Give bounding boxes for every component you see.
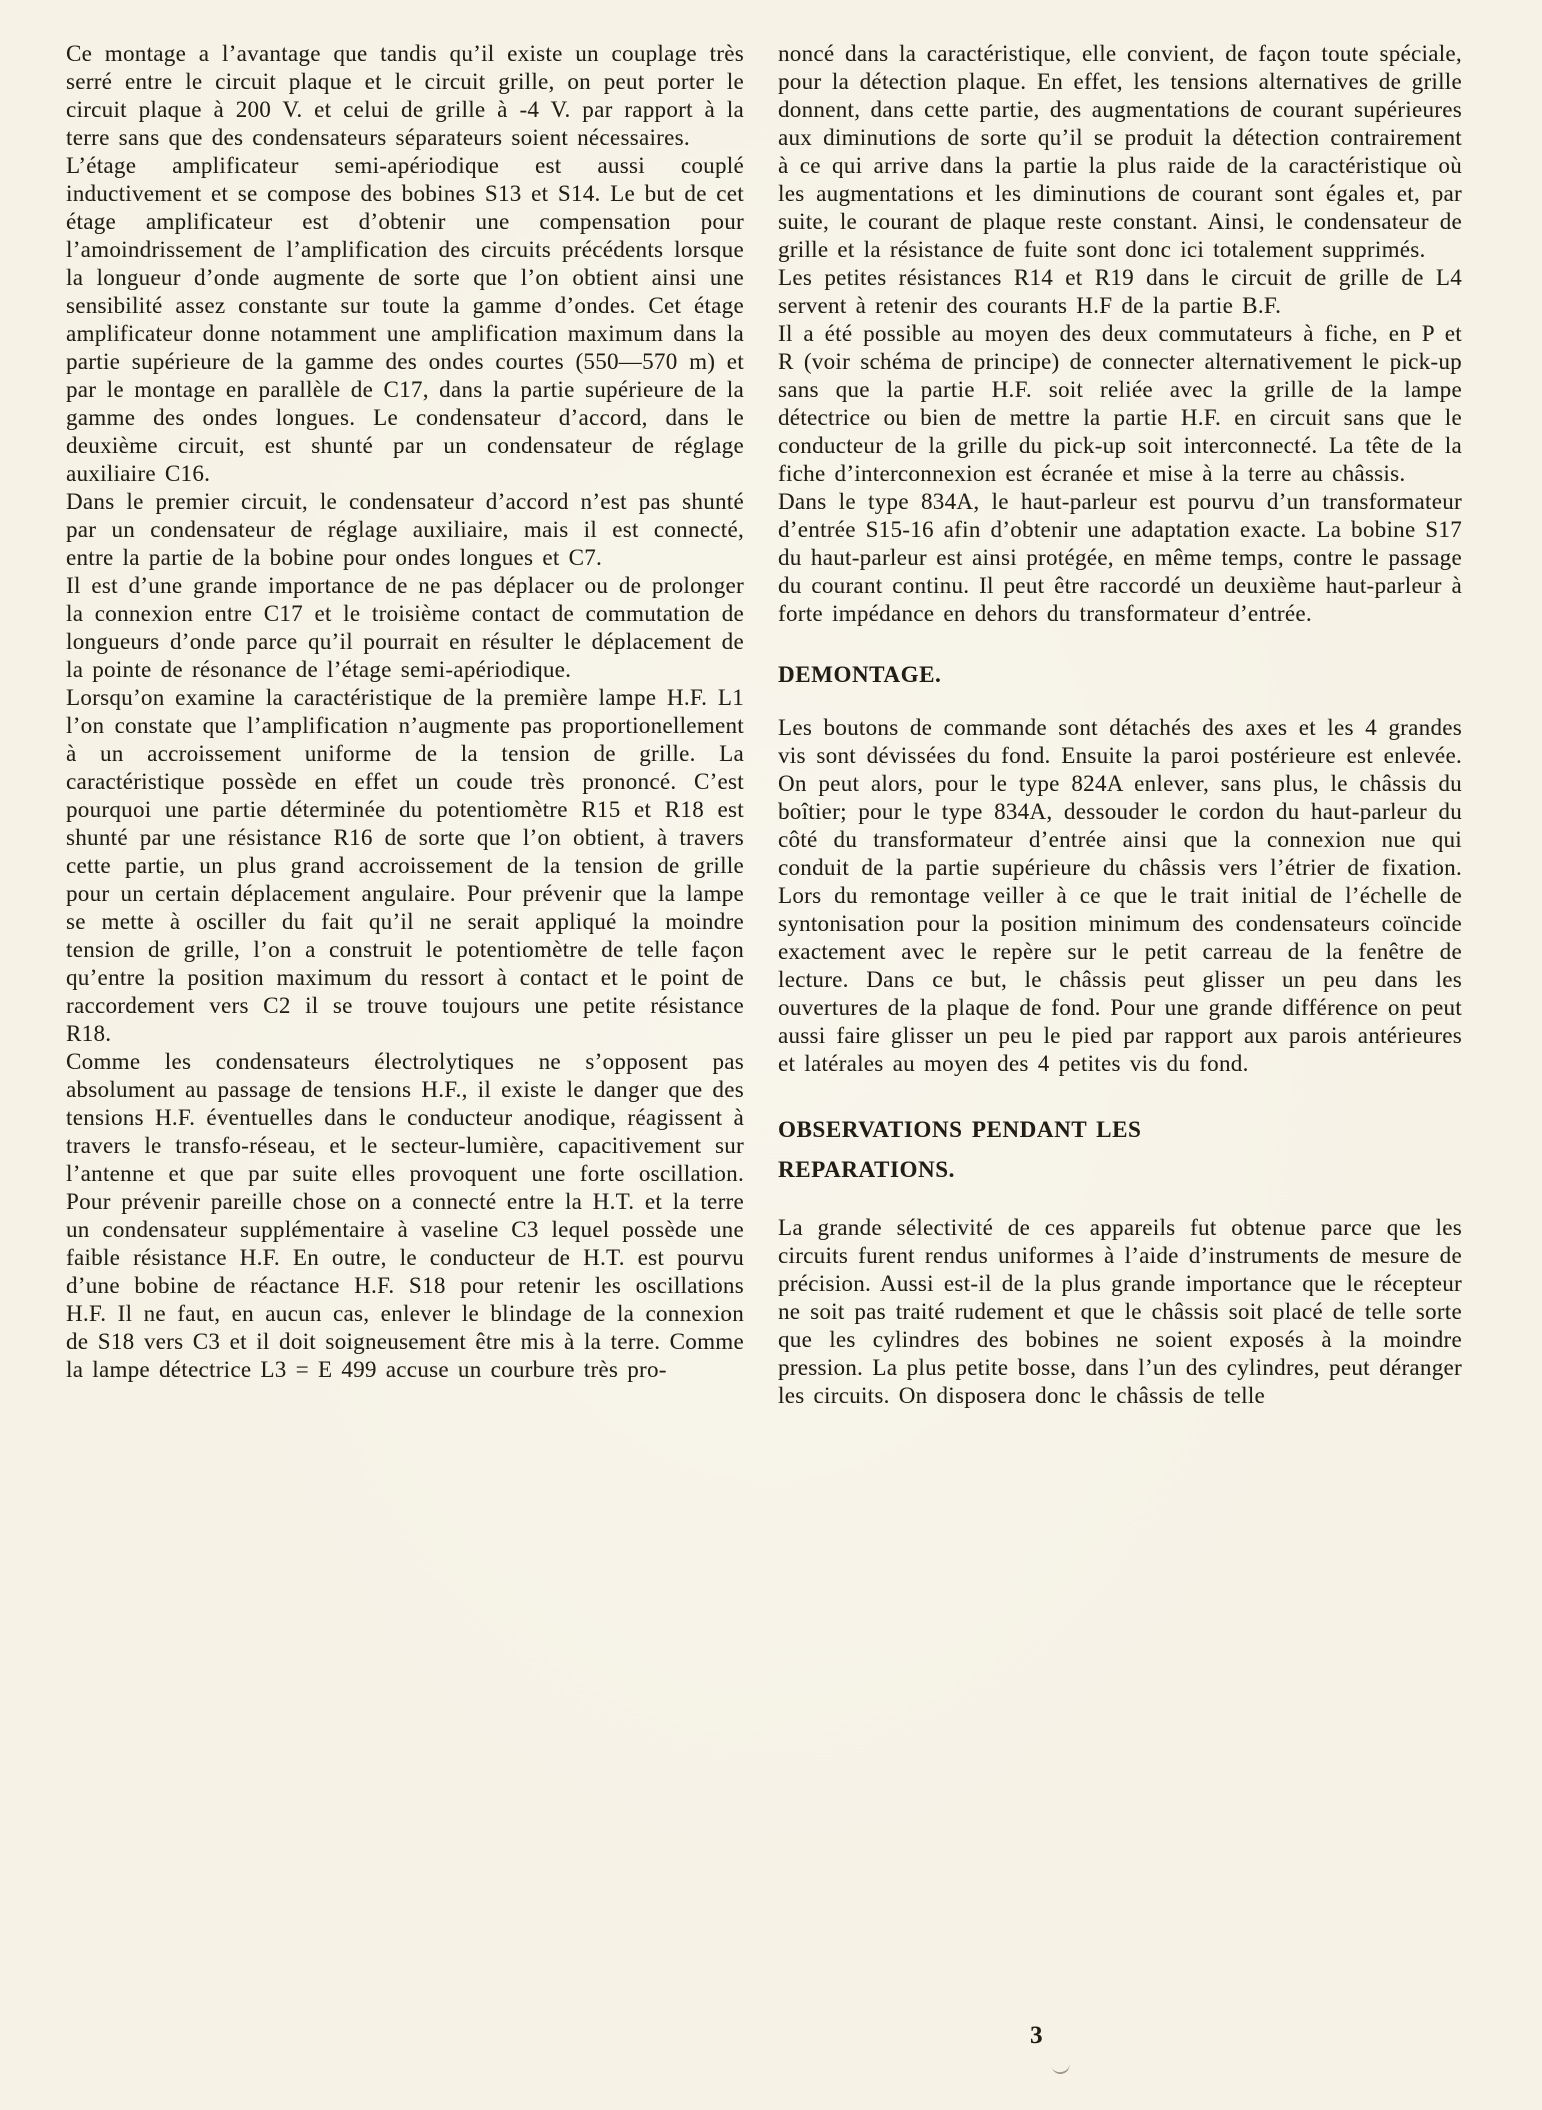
section-heading-observations: OBSERVATIONS PENDANT LES REPARATIONS. xyxy=(778,1117,1142,1182)
scan-artifact-mark xyxy=(1051,2061,1071,2076)
paragraph: Il est d’une grande importance de ne pas déplacer ou de prolonger la connexion entre C17 et le troisième contact de commutation de longueurs d’onde parce qu’il pourrait en résulter le déplacement de la pointe de résonance de l’étage semi-apériodique. xyxy=(66,573,744,682)
paragraph: L’étage amplificateur semi-apériodique est aussi couplé inductivement et se compose des bobines S13 et S14. Le but de cet étage amplificateur est d’obtenir une compensation pour l’amoindrissement de l’amplification des circuits précédents lorsque la longueur d’onde augmente de sorte que l’on obtient ainsi une sensibilité assez constante sur toute la gamme d’ondes. Cet étage amplificateur donne notamment une amplification maximum dans la partie supérieure de la gamme des ondes courtes (550—570 m) et par le montage en parallèle de C17, dans la partie supérieure de la gamme des ondes longues. Le condensateur d’accord, dans le deuxième circuit, est shunté par un condensateur de réglage auxiliaire C16. xyxy=(66,153,744,486)
paragraph: Les petites résistances R14 et R19 dans le circuit de grille de L4 servent à retenir des courants H.F de la partie B.F. xyxy=(778,265,1462,318)
page-number: 3 xyxy=(1030,2022,1043,2049)
paragraph: Ce montage a l’avantage que tandis qu’il existe un couplage très serré entre le circuit plaque et le circuit grille, on peut porter le circuit plaque à 200 V. et celui de grille à -4 V. par rapport à la terre sans que des condensateurs séparateurs soient nécessaires. xyxy=(66,41,744,150)
right-column xyxy=(778,40,1462,1410)
paragraph: noncé dans la caractéristique, elle convient, de façon toute spéciale, pour la détection plaque. En effet, les tensions alternatives de grille donnent, dans cette partie, des augmentations de courant supérieures aux diminutions de sorte qu’il se produit la détection contrairement à ce qui arrive dans la partie la plus raide de la caractéristique où les augmentations et les diminutions de courant sont égales et, par suite, le courant de plaque reste constant. Ainsi, le condensateur de grille et la résistance de fuite sont donc ici totalement supprimés. xyxy=(778,41,1462,262)
paragraph: Lorsqu’on examine la caractéristique de la première lampe H.F. L1 l’on constate que l’amplification n’augmente pas proportionellement à un accroissement uniforme de la tension de grille. La caractéristique possède en effet un coude très prononcé. C’est pourquoi une partie déterminée du potentiomètre R15 et R18 est shunté par une résistance R16 de sorte que l’on obtient, à travers cette partie, un plus grand accroissement de la tension de grille pour un certain déplacement angulaire. Pour prévenir que la lampe se mette à osciller du fait qu’il ne serait appliqué la moindre tension de grille, l’on a construit le potentiomètre de telle façon qu’entre la position maximum du ressort à contact et le point de raccordement vers C2 il se trouve toujours une petite résistance R18. xyxy=(66,685,744,1046)
paragraph: Dans le type 834A, le haut-parleur est pourvu d’un transformateur d’entrée S15-16 afin d’obtenir une adaptation exacte. La bobine S17 du haut-parleur est ainsi protégée, en même temps, contre le passage du courant continu. Il peut être raccordé un deuxième haut-parleur à forte impédance en dehors du transformateur d’entrée. xyxy=(778,489,1462,626)
paragraph: Comme les condensateurs électrolytiques ne s’opposent pas absolument au passage de tensions H.F., il existe le danger que des tensions H.F. éventuelles dans le conducteur anodique, réagissent à travers le transfo-réseau, et le secteur-lumière, capacitivement sur l’antenne et que par suite elles provoquent une forte oscillation. Pour prévenir pareille chose on a connecté entre la H.T. et la terre un condensateur supplémentaire à vaseline C3 lequel possède une faible résistance H.F. En outre, le conducteur de H.T. est pourvu d’une bobine de réactance H.F. S18 pour retenir les oscillations H.F. Il ne faut, en aucun cas, enlever le blindage de la connexion de S18 vers C3 et il doit soigneusement être mis à la terre. Comme la lampe détectrice L3 = E 499 accuse un courbure très pro- xyxy=(66,1049,744,1382)
paragraph: Dans le premier circuit, le condensateur d’accord n’est pas shunté par un condensateur de réglage auxiliaire, mais il est connecté, entre la partie de la bobine pour ondes longues et C7. xyxy=(66,489,744,570)
section-heading-demontage: DEMONTAGE. xyxy=(778,662,942,687)
paragraph: Les boutons de commande sont détachés des axes et les 4 grandes vis sont dévissées du fond. Ensuite la paroi postérieure est enlevée. On peut alors, pour le type 824A enlever, sans plus, le châssis du boîtier; pour le type 834A, dessouder le cordon du haut-parleur du côté du transformateur d’entrée ainsi que la connexion nue qui conduit de la partie supérieure du châssis vers l’étrier de fixation. Lors du remontage veiller à ce que le trait initial de l’échelle de syntonisation pour la position minimum des condensateurs coïncide exactement avec le repère sur le petit carreau de la fenêtre de lecture. Dans ce but, le châssis peut glisser un peu dans les ouvertures de la plaque de fond. Pour une grande différence on peut aussi faire glisser un peu le pied par rapport aux parois antérieures et latérales au moyen des 4 petites vis du fond. xyxy=(778,715,1462,1076)
left-column xyxy=(66,40,744,1384)
paragraph: La grande sélectivité de ces appareils fut obtenue parce que les circuits furent rendus uniformes à l’aide d’instruments de mesure de précision. Aussi est-il de la plus grande importance que le récepteur ne soit pas traité rudement et que le châssis soit placé de telle sorte que les cylindres des bobines ne soient exposés à la moindre pression. La plus petite bosse, dans l’un des cylindres, peut déranger les circuits. On disposera donc le châssis de telle xyxy=(778,1215,1462,1408)
paragraph: Il a été possible au moyen des deux commutateurs à fiche, en P et R (voir schéma de principe) de connecter alternativement le pick-up sans que la partie H.F. soit reliée avec la grille de la lampe détectrice ou bien de mettre la partie H.F. en circuit sans que le conducteur de la grille du pick-up soit interconnecté. La tête de la fiche d’interconnexion est écranée et mise à la terre au châssis. xyxy=(778,321,1462,486)
